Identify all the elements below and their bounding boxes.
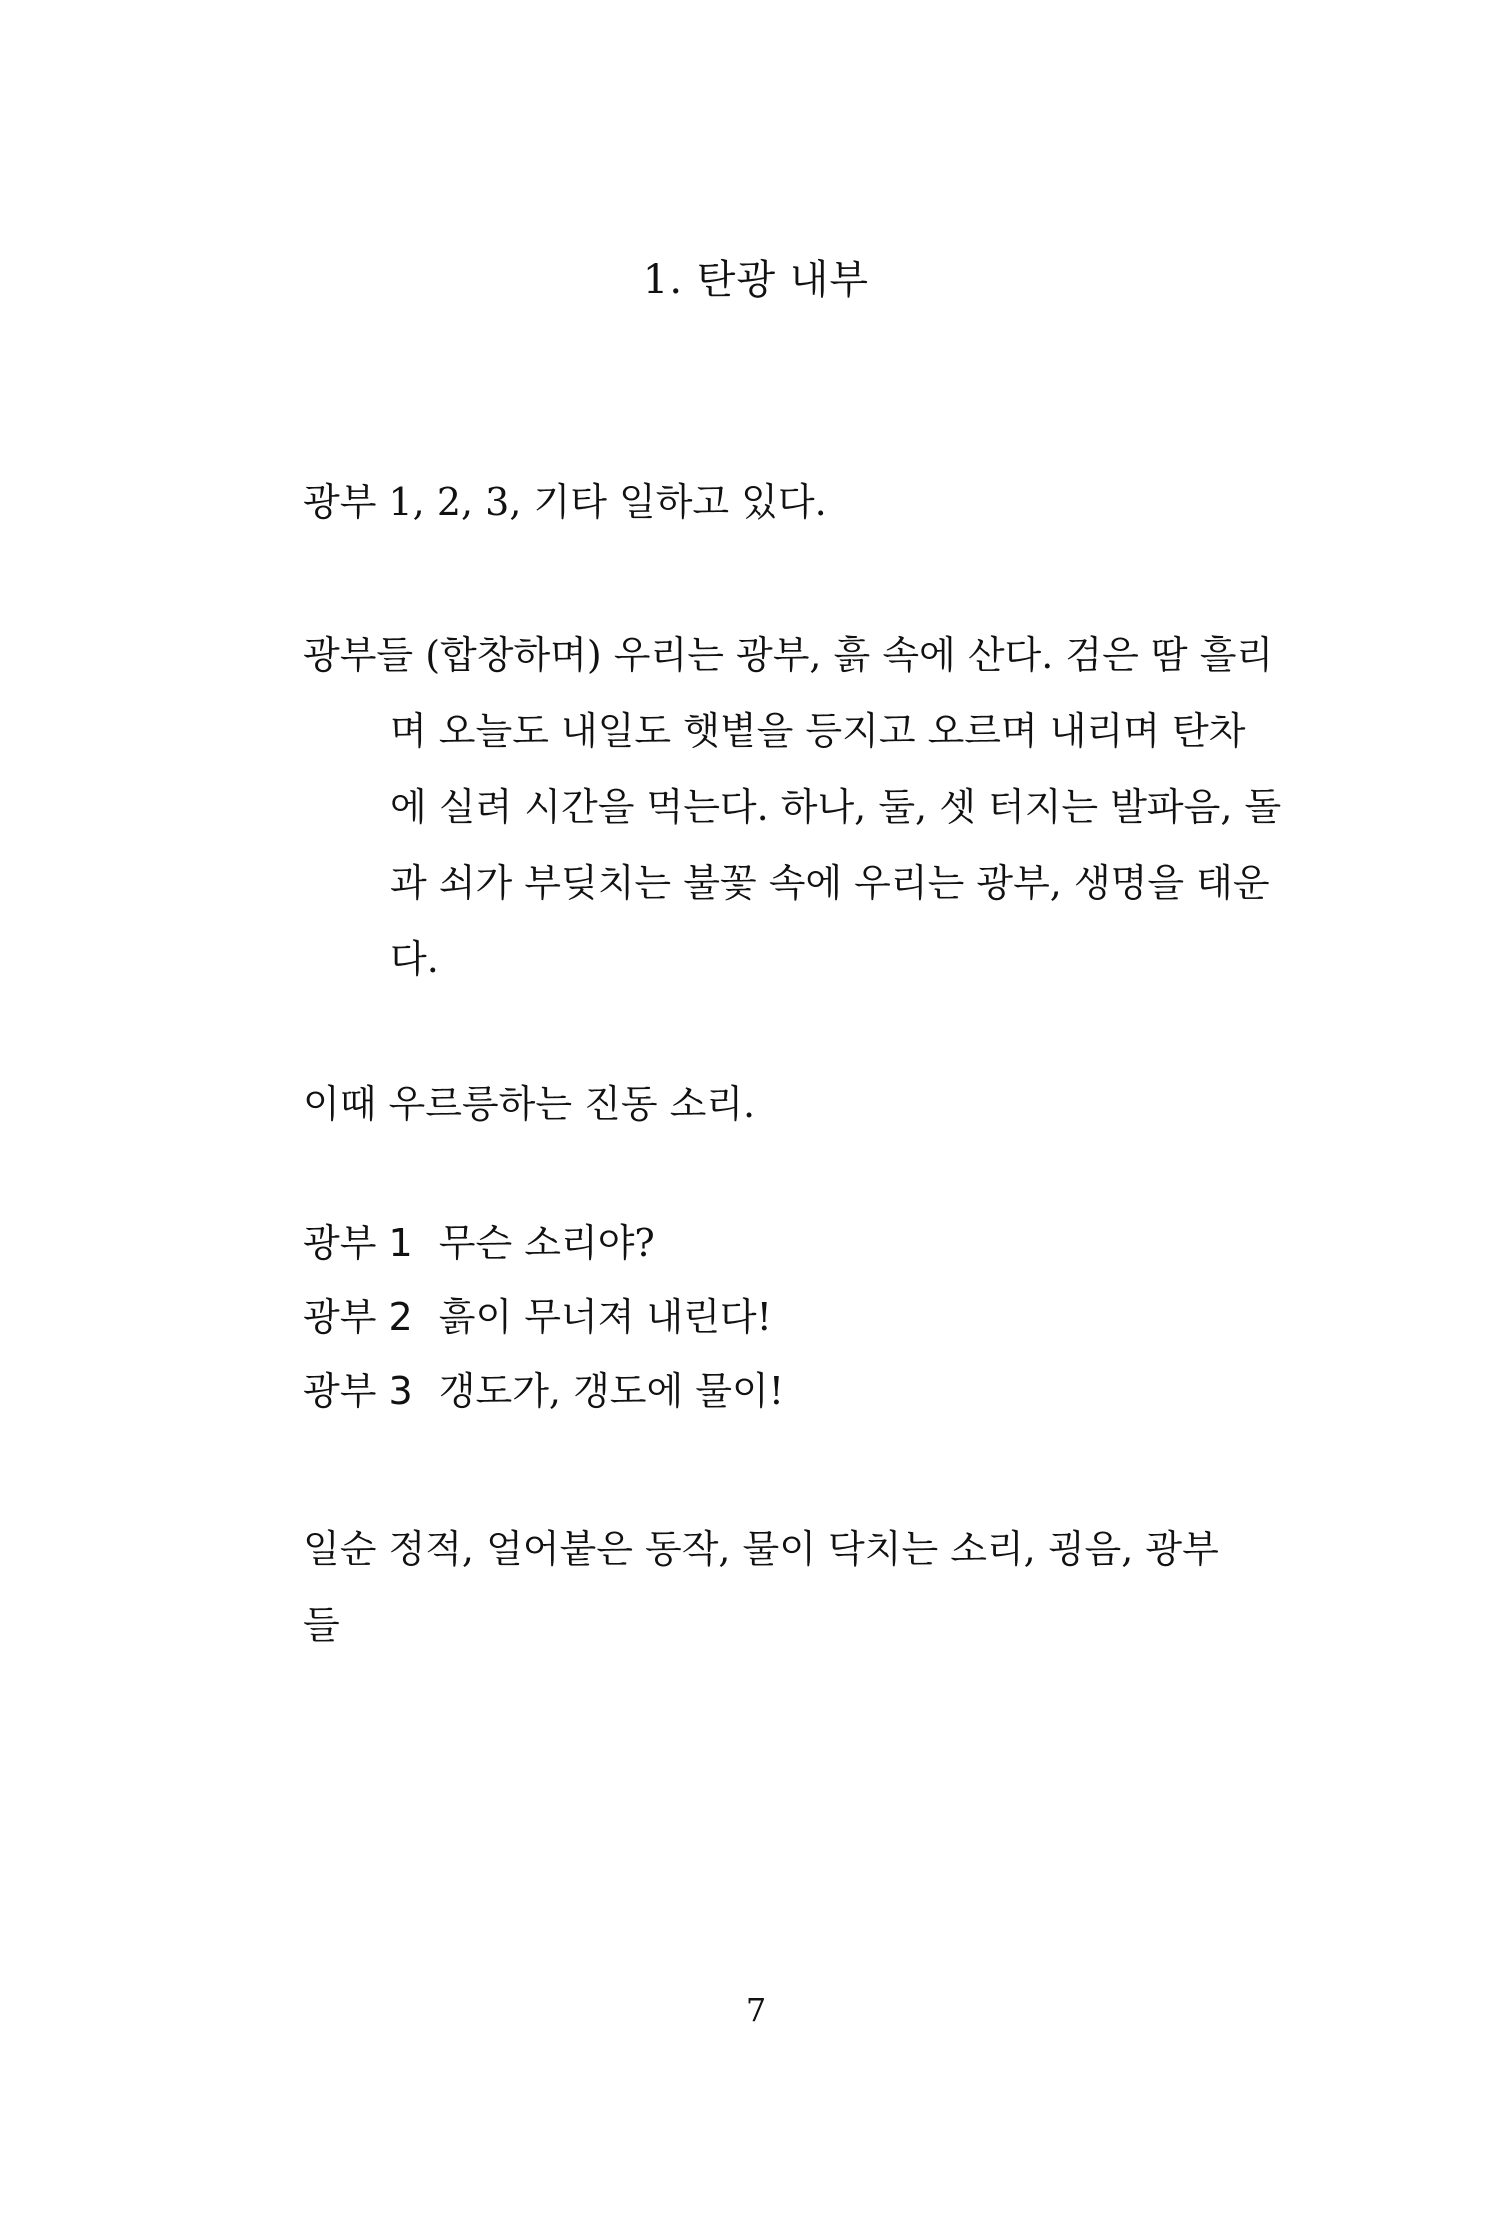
speaker-number: 1 — [388, 1221, 413, 1265]
speaker-name: 광부 — [303, 1221, 377, 1265]
stage-direction: 광부 1, 2, 3, 기타 일하고 있다. — [303, 480, 827, 524]
speech-text: 며 오늘도 내일도 햇볕을 등지고 오르며 내리며 탄차 — [390, 709, 1246, 753]
speaker-name: 광부 — [303, 1369, 377, 1413]
speaker-name: 광부들 — [303, 633, 414, 677]
speaker-number: 3 — [388, 1369, 413, 1413]
speech-text: 다. — [390, 937, 439, 981]
speech-text: 에 실려 시간을 먹는다. 하나, 둘, 셋 터지는 발파음, 돌 — [390, 785, 1282, 829]
speaker-name: 광부 — [303, 1295, 377, 1339]
chorus-speech — [303, 617, 1282, 997]
speech-text: 흙이 무너져 내린다! — [438, 1295, 772, 1339]
stage-direction: 일순 정적, 얼어붙은 동작, 물이 닥치는 소리, 굉음, 광부들 — [303, 1527, 1219, 1647]
speaker-number: 2 — [388, 1295, 413, 1339]
speech-text: (합창하며) 우리는 광부, 흙 속에 산다. 검은 땀 흘리 — [425, 633, 1274, 677]
chorus-first-line — [303, 617, 1274, 693]
speech-text: 무슨 소리야? — [438, 1221, 655, 1265]
speech-text: 갱도가, 갱도에 물이! — [438, 1369, 784, 1413]
dialogue-block — [303, 1206, 1243, 1428]
dialogue-line — [303, 1280, 1243, 1354]
dialogue-line — [303, 1354, 1243, 1428]
page-number: 7 — [745, 1991, 767, 2029]
speech-text: 과 쇠가 부딪치는 불꽃 속에 우리는 광부, 생명을 태운 — [390, 861, 1270, 905]
scene-title: 1. 탄광 내부 — [642, 257, 870, 303]
dialogue-line — [303, 1206, 1243, 1280]
stage-direction: 이때 우르릉하는 진동 소리. — [303, 1082, 756, 1126]
